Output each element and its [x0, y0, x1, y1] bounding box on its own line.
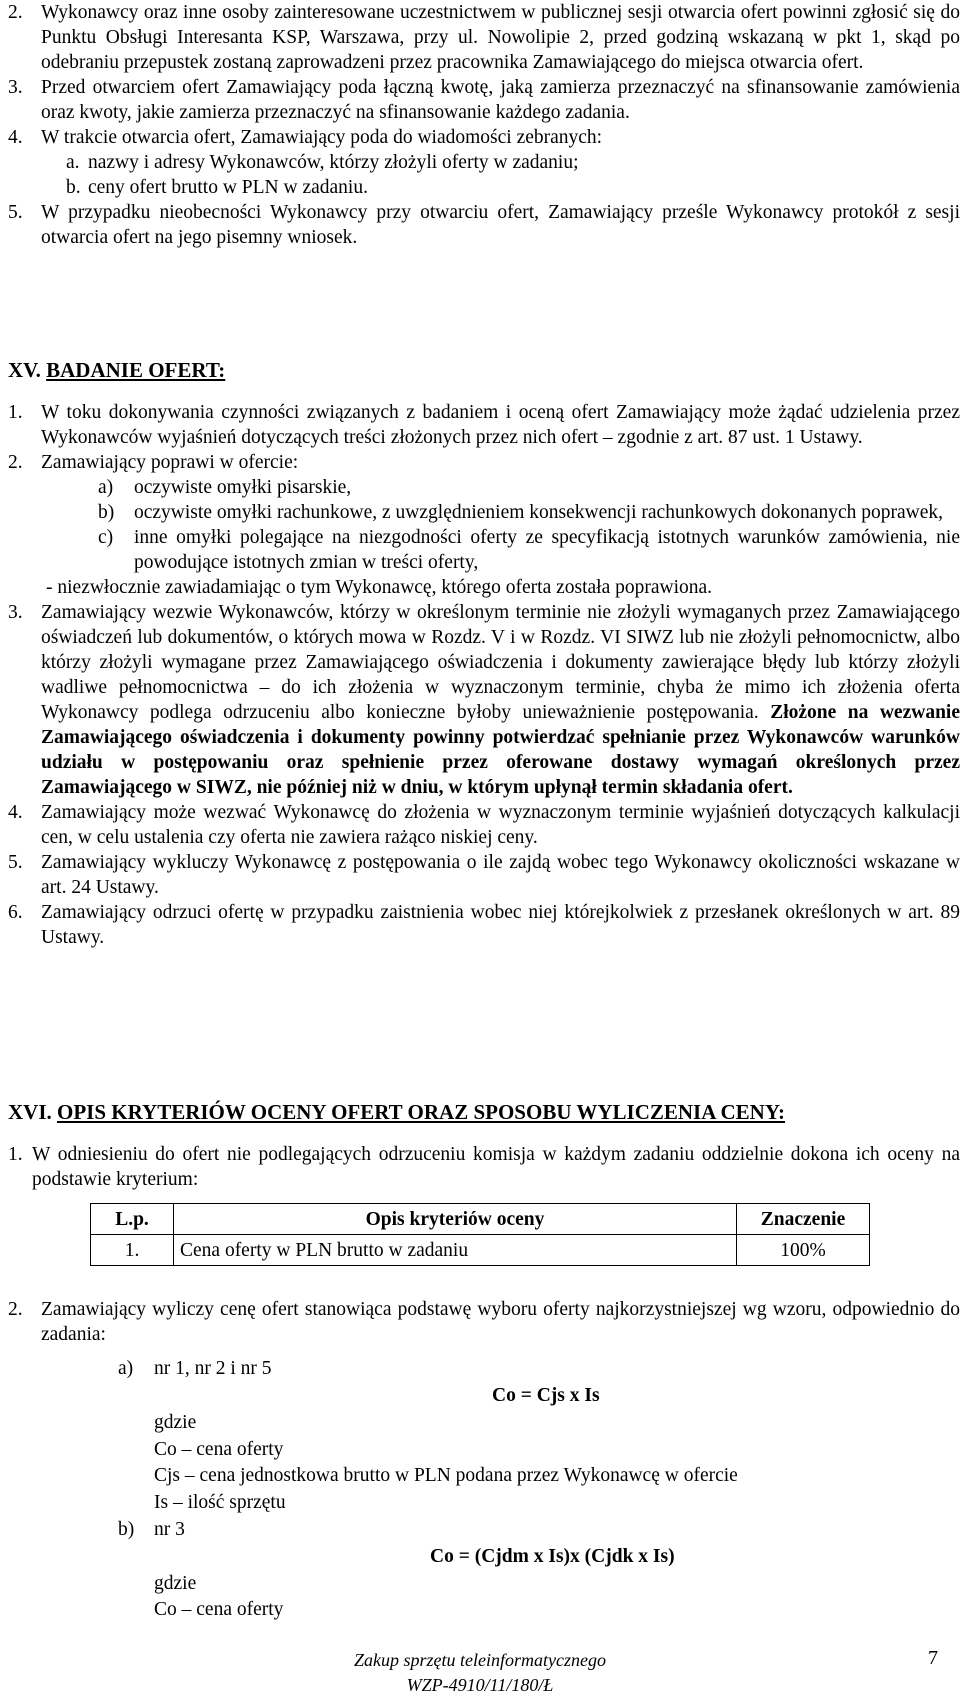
section15-list	[8, 400, 960, 950]
sub-list-item: a. nazwy i adresy Wykonawców, którzy złożyli oferty w zadaniu;	[66, 152, 579, 173]
table-header-cell: Znaczenie	[737, 1204, 870, 1235]
list-item: 4. W trakcie otwarcia ofert, Zamawiający poda do wiadomości zebranych:	[8, 127, 603, 148]
table-cell: Cena oferty w PLN brutto w zadaniu	[174, 1235, 737, 1266]
table-header-row	[91, 1204, 870, 1235]
list-item: 5. W przypadku nieobecności Wykonawcy przy otwarciu ofert, Zamawiający prześle Wykonawcy protokół z sesji otwarcia ofert na jego pisemny wniosek.	[8, 202, 960, 248]
definition-is: Is – ilość sprzętu	[154, 1492, 286, 1513]
list-item: 2. Zamawiający poprawi w ofercie:	[8, 452, 299, 473]
section15-heading: XV. BADANIE OFERT:	[8, 358, 226, 382]
formula-b: Co = (Cjdm x Is)x (Cjdk x Is)	[430, 1546, 675, 1567]
footer-title: Zakup sprzętu teleinformatycznego	[354, 1650, 606, 1670]
correction-note: - niezwłocznie zawiadamiając o tym Wykonawcę, którego oferta została poprawiona.	[46, 577, 713, 598]
definition-cjs: Cjs – cena jednostkowa brutto w PLN podana przez Wykonawcę w ofercie	[154, 1465, 738, 1486]
list-item: 2. Wykonawcy oraz inne osoby zainteresowane uczestnictwem w publicznej sesji otwarcia ofert powinni zgłosić się do Punktu Obsługi Interesanta KSP, Warszawa, przy ul. Nowolipie 2, przed godziną wskazaną w pkt 1, skąd po odebraniu przepustek zostaną zaprowadzeni przez pracownika Zamawiającego do miejsca otwarcia ofert.	[8, 2, 960, 73]
definition-co: Co – cena oferty	[154, 1439, 284, 1460]
list-item: 4. Zamawiający może wezwać Wykonawcę do złożenia w wyznaczonym terminie wyjaśnień dotyczących kalkulacji cen, w celu ustalenia czy oferta nie zawiera rażąco niskiej ceny.	[8, 802, 960, 848]
sub-list-item: b) oczywiste omyłki rachunkowe, z uwzględnieniem konsekwencji rachunkowych dokonanych poprawek,	[98, 502, 944, 523]
sub-list-item: a) oczywiste omyłki pisarskie,	[98, 477, 352, 498]
sub-list-item: b. ceny ofert brutto w PLN w zadaniu.	[66, 177, 368, 198]
variant-a-label: a)	[118, 1358, 134, 1379]
definition-co-2: Co – cena oferty	[154, 1599, 284, 1620]
list-item: 1. W toku dokonywania czynności związanych z badaniem i oceną ofert Zamawiający może żądać udzielenia przez Wykonawców wyjaśnień dotyczących treści złożonych przez nich ofert – zgodnie z art. 87 ust. 1 Ustawy.	[8, 402, 960, 448]
criteria-table	[90, 1203, 870, 1266]
section16-item2	[8, 1297, 960, 1347]
page-number: 7	[928, 1647, 938, 1669]
table-row	[91, 1235, 870, 1266]
footer-reference: WZP-4910/11/180/Ł	[406, 1675, 554, 1695]
where-label: gdzie	[154, 1412, 197, 1433]
bold-requirement: Złożone na wezwanie Zamawiającego oświadczenia i dokumenty powinny potwierdzać spełnianie przez Wykonawców warunków udziału w postępowaniu oraz spełnienie przez oferowane dostawy wymagań określonych przez Zamawiającego w SIWZ, nie później niż w dniu, w którym upłynął termin składania ofert.	[41, 702, 960, 798]
list-item: 2. Zamawiający wyliczy cenę ofert stanowiąca podstawę wyboru oferty najkorzystniejszej wg wzoru, odpowiednio do zadania:	[8, 1299, 960, 1345]
section16-item1	[8, 1142, 960, 1192]
table-cell: 100%	[737, 1235, 870, 1266]
variant-b-label: b)	[118, 1519, 135, 1540]
formula-a: Co = Cjs x Is	[492, 1385, 600, 1406]
table-header-cell: Opis kryteriów oceny	[174, 1204, 737, 1235]
section14-list	[8, 0, 960, 250]
variant-b-text: nr 3	[154, 1519, 185, 1540]
where-label-2: gdzie	[154, 1573, 197, 1594]
table-cell: 1.	[91, 1235, 174, 1266]
sub-list	[8, 475, 960, 575]
table-header-cell: L.p.	[91, 1204, 174, 1235]
section16-heading: XVI. OPIS KRYTERIÓW OCENY OFERT ORAZ SPOSOBU WYLICZENIA CENY:	[8, 1100, 786, 1124]
list-item: 3. Zamawiający wezwie Wykonawców, którzy w określonym terminie nie złożyli wymaganych przez Zamawiającego oświadczeń lub dokumentów, o których mowa w Rozdz. V i w Rozdz. VI SIWZ lub nie złożyli pełnomocnictw, albo którzy złożyli wymagane przez Zamawiającego oświadczenia i dokumenty zawierające błędy lub którzy złożyli wadliwe pełnomocnictwa – do ich złożenia w wyznaczonym terminie, chyba że mimo ich złożenia oferta Wykonawcy podlega odrzuceniu albo konieczne byłoby unieważnienie postępowania. Złożone na wezwanie Zamawiającego oświadczenia i dokumenty powinny potwierdzać spełnianie przez Wykonawców warunków udziału w postępowaniu oraz spełnienie przez oferowane dostawy wymagań określonych przez Zamawiającego w SIWZ, nie później niż w dniu, w którym upłynął termin składania ofert.	[8, 602, 960, 798]
list-item: 3. Przed otwarciem ofert Zamawiający poda łączną kwotę, jaką zamierza przeznaczyć na sfinansowanie zamówienia oraz kwoty, jakie zamierza przeznaczyć na sfinansowanie każdego zadania.	[8, 77, 960, 123]
list-item: 5. Zamawiający wykluczy Wykonawcę z postępowania o ile zajdą wobec tego Wykonawcy okoliczności wskazane w art. 24 Ustawy.	[8, 852, 960, 898]
list-item: 6. Zamawiający odrzuci ofertę w przypadku zaistnienia wobec niej którejkolwiek z przesłanek określonych w art. 89 Ustawy.	[8, 902, 960, 948]
sub-list	[8, 150, 960, 200]
list-item: 1. W odniesieniu do ofert nie podlegających odrzuceniu komisja w każdym zadaniu oddzielnie dokona ich oceny na podstawie kryterium:	[8, 1144, 960, 1190]
sub-list-item: c) inne omyłki polegające na niezgodności oferty ze specyfikacją istotnych warunków zamówienia, nie powodujące istotnych zmian w treści oferty,	[98, 527, 960, 573]
variant-a-text: nr 1, nr 2 i nr 5	[154, 1358, 272, 1379]
